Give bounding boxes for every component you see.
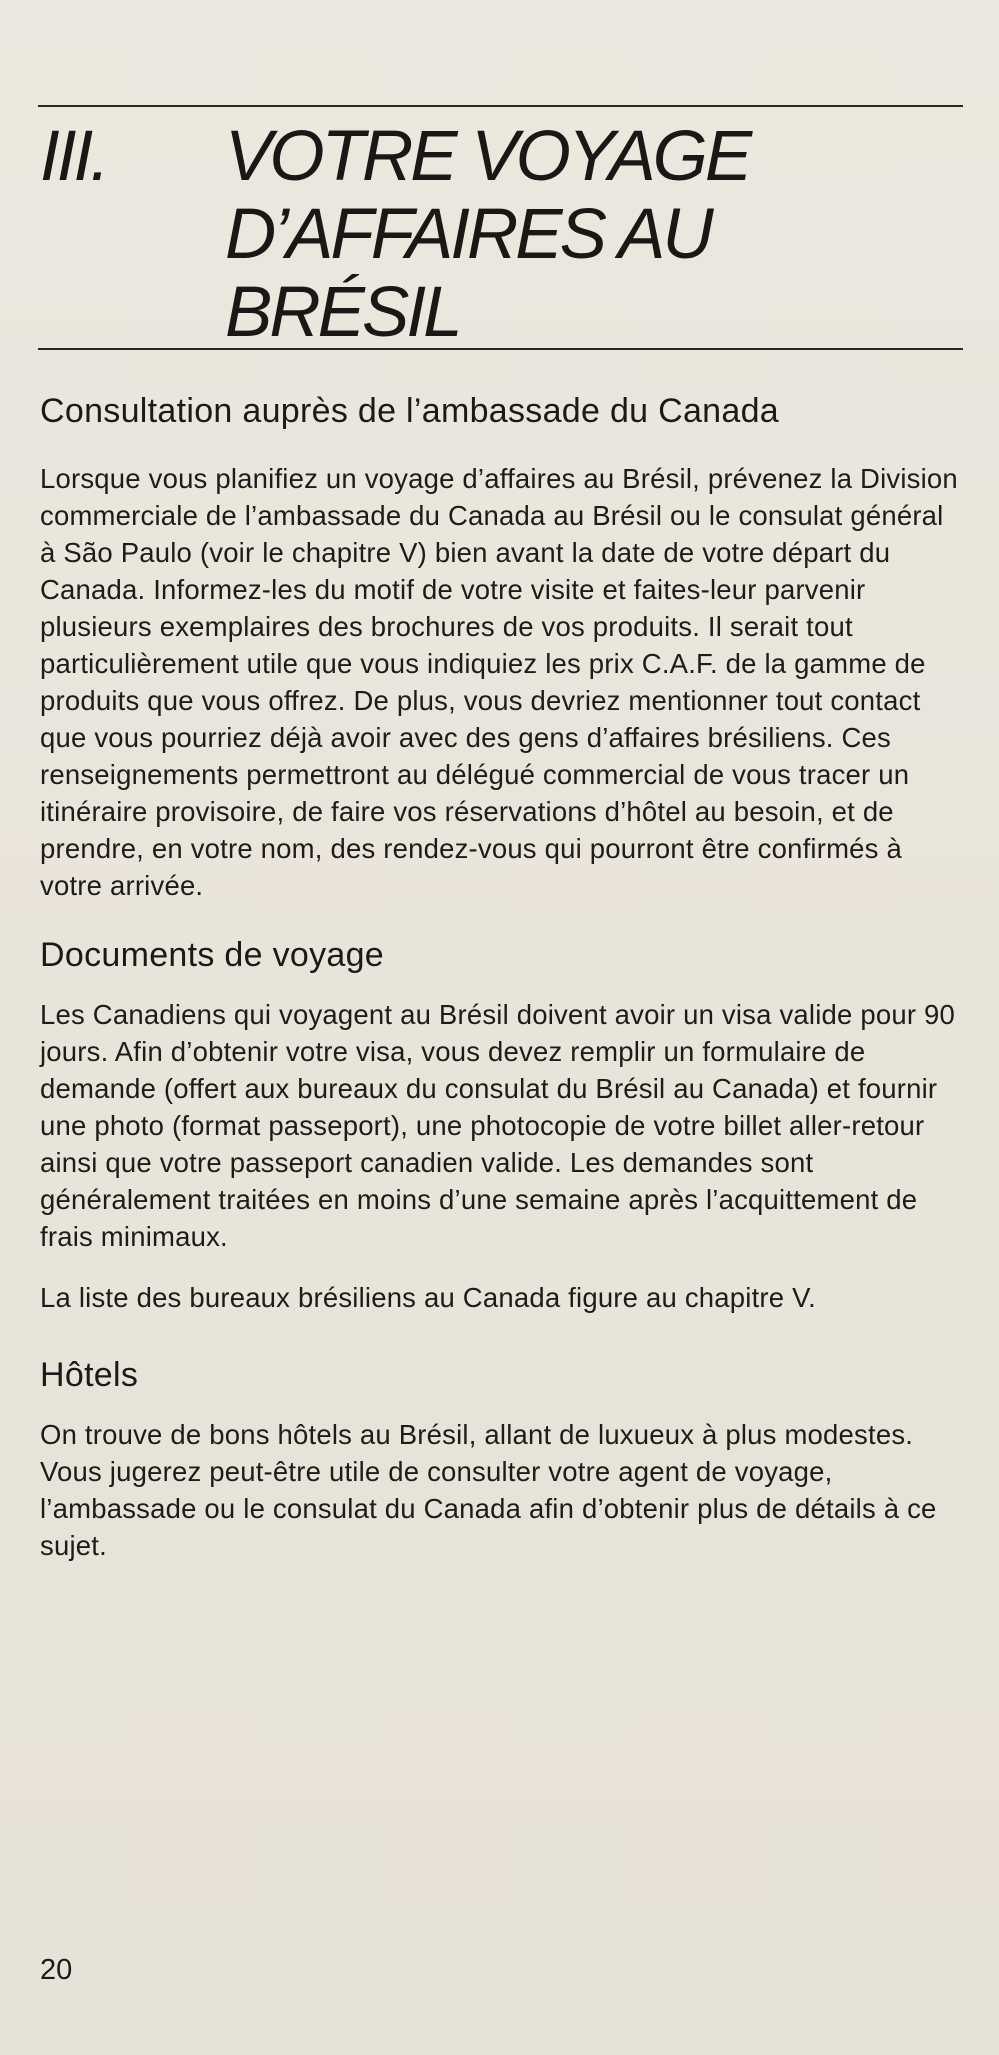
section-heading: Hôtels — [40, 1356, 139, 1394]
section-hotels — [40, 1354, 960, 1564]
section-consultation — [40, 390, 960, 904]
bottom-rule — [38, 348, 963, 350]
chapter-title-line-2: D’AFFAIRES AU — [225, 195, 711, 274]
chapter-title-line-1: VOTRE VOYAGE — [225, 117, 750, 196]
main-content — [40, 390, 960, 1564]
chapter-title-line-3: BRÉSIL — [225, 273, 460, 352]
section-paragraph: Lorsque vous planifiez un voyage d’affaires au Brésil, prévenez la Division commerciale de l’ambassade du Canada au Brésil ou le consulat général à São Paulo (voir le chapitre V) bien avant la date de votre départ du Canada. Informez-les du motif de votre visite et faites-leur parvenir plusieurs exemplaires des brochures de vos produits. Il serait tout particulièrement utile que vous indiquiez les prix C.A.F. de la gamme de produits que vous offrez. De plus, vous devriez mentionner tout contact que vous pourriez déjà avoir avec des gens d’affaires brésiliens. Ces renseignements permettront au délégué commercial de vous tracer un itinéraire provisoire, de faire vos réservations d’hôtel au besoin, et de prendre, en votre nom, des rendez-vous qui pourront être confirmés à votre arrivée. — [40, 463, 958, 901]
section-documents — [40, 934, 960, 1316]
section-heading: Consultation auprès de l’ambassade du Canada — [40, 392, 780, 430]
section-paragraph: La liste des bureaux brésiliens au Canada figure au chapitre V. — [40, 1282, 816, 1313]
chapter-number: III. — [40, 117, 107, 196]
section-paragraph: On trouve de bons hôtels au Brésil, allant de luxueux à plus modestes. Vous jugerez peut-être utile de consulter votre agent de voyage, l’ambassade ou le consulat du Canada afin d’obtenir plus de détails à ce sujet. — [40, 1419, 937, 1561]
section-paragraph: Les Canadiens qui voyagent au Brésil doivent avoir un visa valide pour 90 jours. Afin d’obtenir votre visa, vous devez remplir un formulaire de demande (offert aux bureaux du consulat du Brésil au Canada) et fournir une photo (format passeport), une photocopie de votre billet aller-retour ainsi que votre passeport canadien valide. Les demandes sont généralement traitées en moins d’une semaine après l’acquittement de frais minimaux. — [40, 999, 956, 1252]
top-rule — [38, 105, 963, 107]
page-number: 20 — [40, 1954, 73, 1986]
chapter-title-lines — [225, 118, 945, 352]
section-heading: Documents de voyage — [40, 936, 385, 974]
